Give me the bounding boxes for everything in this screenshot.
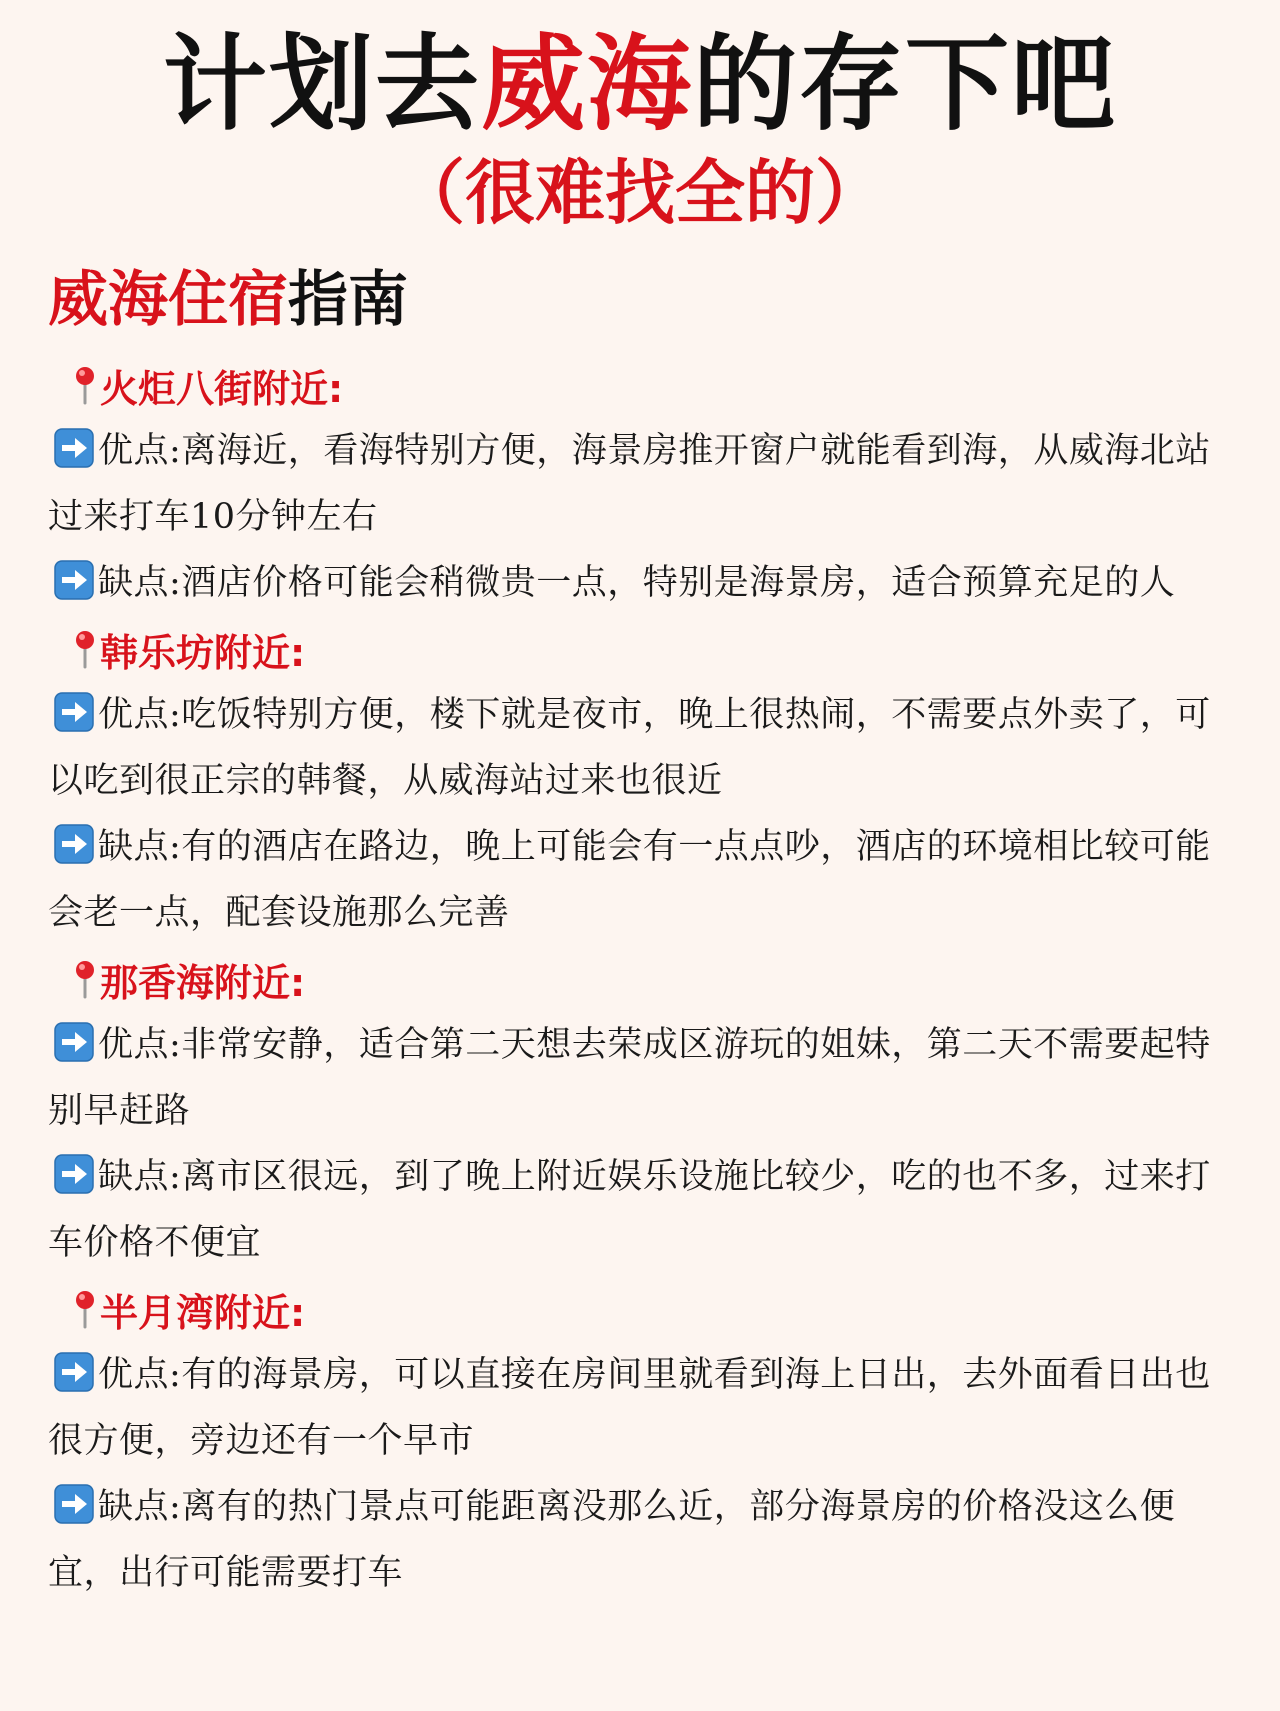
- pros-item: [48, 418, 1240, 550]
- area-name: 半月湾附近:: [100, 1290, 306, 1335]
- pros-item: [48, 1012, 1240, 1144]
- area-block: [48, 352, 1240, 616]
- area-heading: [48, 1276, 1240, 1342]
- section-title-rest: 指南: [288, 265, 408, 335]
- right-arrow-icon: [54, 692, 94, 732]
- pros-item: [48, 682, 1240, 814]
- page-title: [0, 22, 1280, 146]
- cons-text: 缺点:离市区很远，到了晚上附近娱乐设施比较少，吃的也不多，过来打车价格不便宜: [48, 1157, 1211, 1263]
- right-arrow-icon: [54, 1022, 94, 1062]
- cons-item: [48, 1474, 1240, 1606]
- section-title-highlight: 威海住宿: [48, 265, 288, 335]
- pros-item: [48, 1342, 1240, 1474]
- title-pre: 计划去: [162, 23, 481, 145]
- pros-text: 优点:离海近，看海特别方便，海景房推开窗户就能看到海，从威海北站过来打车10分钟左右: [48, 431, 1211, 537]
- area-heading: [48, 946, 1240, 1012]
- right-arrow-icon: [54, 824, 94, 864]
- round-pushpin-icon: [74, 959, 96, 999]
- area-block: [48, 1276, 1240, 1606]
- cons-item: [48, 1144, 1240, 1276]
- cons-text: 缺点:离有的热门景点可能距离没那么近，部分海景房的价格没这么便宜，出行可能需要打车: [48, 1487, 1176, 1593]
- section-title: [48, 262, 408, 338]
- right-arrow-icon: [54, 560, 94, 600]
- area-heading: [48, 616, 1240, 682]
- right-arrow-icon: [54, 1484, 94, 1524]
- round-pushpin-icon: [74, 1289, 96, 1329]
- cons-item: [48, 550, 1240, 616]
- right-arrow-icon: [54, 1154, 94, 1194]
- area-block: [48, 946, 1240, 1276]
- right-arrow-icon: [54, 428, 94, 468]
- cons-item: [48, 814, 1240, 946]
- round-pushpin-icon: [74, 365, 96, 405]
- area-list: [48, 352, 1240, 1606]
- pros-text: 优点:有的海景房，可以直接在房间里就看到海上日出，去外面看日出也很方便，旁边还有一个早市: [48, 1355, 1211, 1461]
- right-arrow-icon: [54, 1352, 94, 1392]
- page-subtitle: （很难找全的）: [395, 152, 885, 234]
- pros-text: 优点:非常安静，适合第二天想去荣成区游玩的姐妹，第二天不需要起特别早赶路: [48, 1025, 1211, 1131]
- title-highlight: 威海: [480, 23, 693, 145]
- round-pushpin-icon: [74, 629, 96, 669]
- pros-text: 优点:吃饭特别方便，楼下就是夜市，晚上很热闹，不需要点外卖了，可以吃到很正宗的韩餐，从威海站过来也很近: [48, 695, 1211, 801]
- cons-text: 缺点:酒店价格可能会稍微贵一点，特别是海景房，适合预算充足的人: [98, 563, 1176, 603]
- area-block: [48, 616, 1240, 946]
- cons-text: 缺点:有的酒店在路边，晚上可能会有一点点吵，酒店的环境相比较可能会老一点，配套设施那么完善: [48, 827, 1211, 933]
- area-name: 韩乐坊附近:: [100, 630, 306, 675]
- area-name: 那香海附近:: [100, 960, 306, 1005]
- title-post: 的存下吧: [693, 23, 1118, 145]
- area-name: 火炬八街附近:: [100, 366, 344, 411]
- area-heading: [48, 352, 1240, 418]
